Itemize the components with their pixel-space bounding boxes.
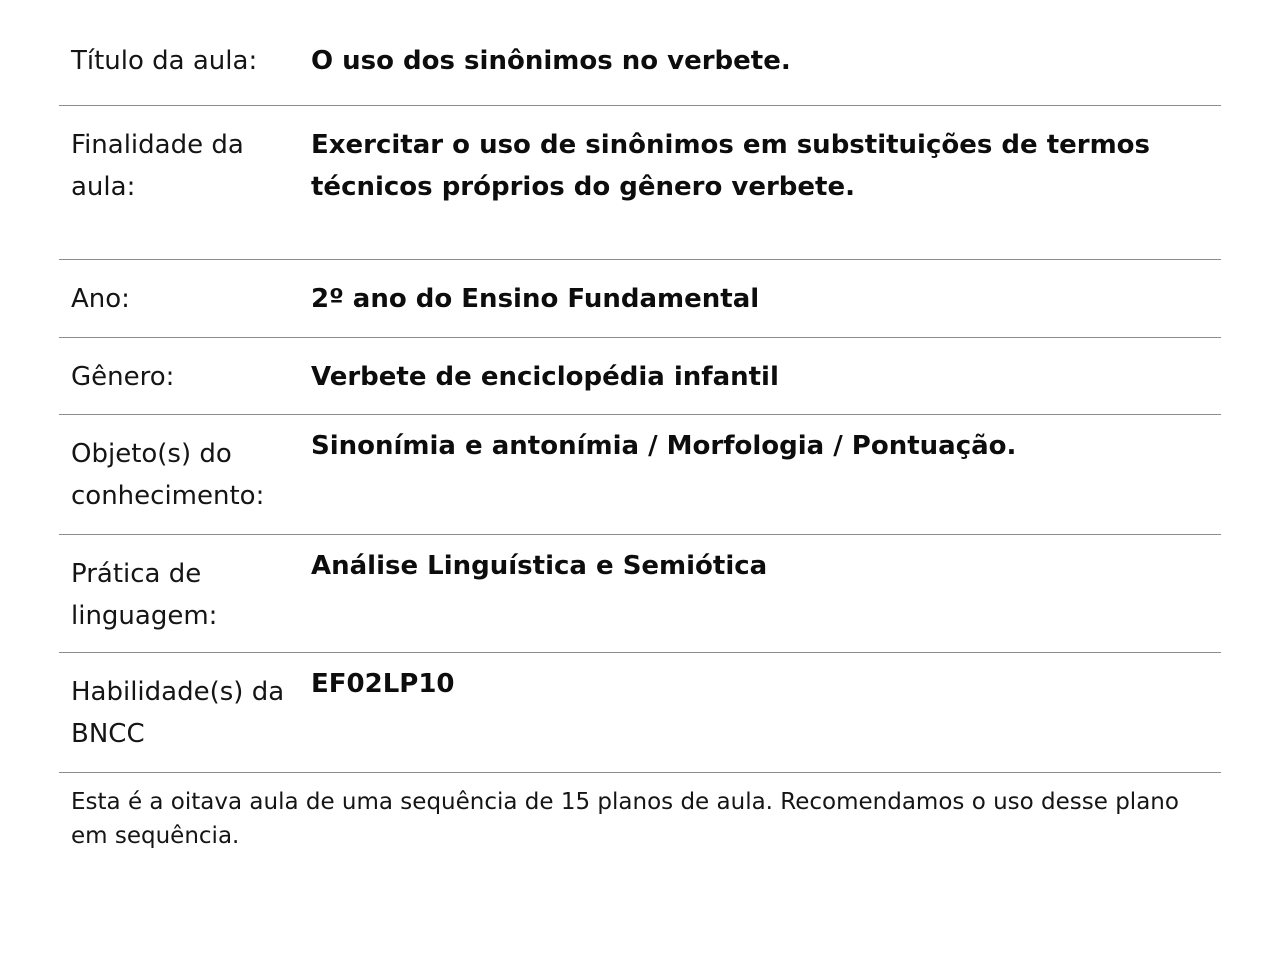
row-lesson-title	[59, 22, 1221, 105]
lesson-title-value: O uso dos sinônimos no verbete.	[311, 46, 791, 76]
lesson-purpose-value: Exercitar o uso de sinônimos em substituições de termos técnicos próprios do gênero verbete.	[311, 129, 1151, 202]
row-knowledge-objects	[59, 414, 1221, 534]
genre-label: Gênero:	[71, 361, 175, 392]
language-practice-label: Prática de linguagem:	[71, 558, 218, 631]
genre-value: Verbete de enciclopédia infantil	[311, 361, 779, 392]
lesson-title-label: Título da aula:	[71, 46, 258, 76]
row-grade	[59, 259, 1221, 337]
sequence-note: Esta é a oitava aula de uma sequência de 15 planos de aula. Recomendamos o uso desse plano em sequência.	[71, 788, 1179, 849]
row-bncc-skills	[59, 652, 1221, 772]
bncc-skills-value: EF02LP10	[311, 668, 455, 699]
row-genre	[59, 337, 1221, 414]
row-lesson-purpose	[59, 105, 1221, 259]
bncc-skills-label: Habilidade(s) da BNCC	[71, 676, 285, 749]
lesson-info-sheet	[59, 22, 1221, 853]
row-language-practice	[59, 534, 1221, 652]
knowledge-objects-label: Objeto(s) do conhecimento:	[71, 438, 265, 511]
language-practice-value: Análise Linguística e Semiótica	[311, 550, 768, 581]
lesson-info-table	[59, 22, 1221, 773]
grade-value: 2º ano do Ensino Fundamental	[311, 283, 760, 314]
grade-label: Ano:	[71, 283, 130, 314]
knowledge-objects-value: Sinonímia e antonímia / Morfologia / Pontuação.	[311, 430, 1017, 461]
lesson-purpose-label: Finalidade da aula:	[71, 129, 244, 202]
